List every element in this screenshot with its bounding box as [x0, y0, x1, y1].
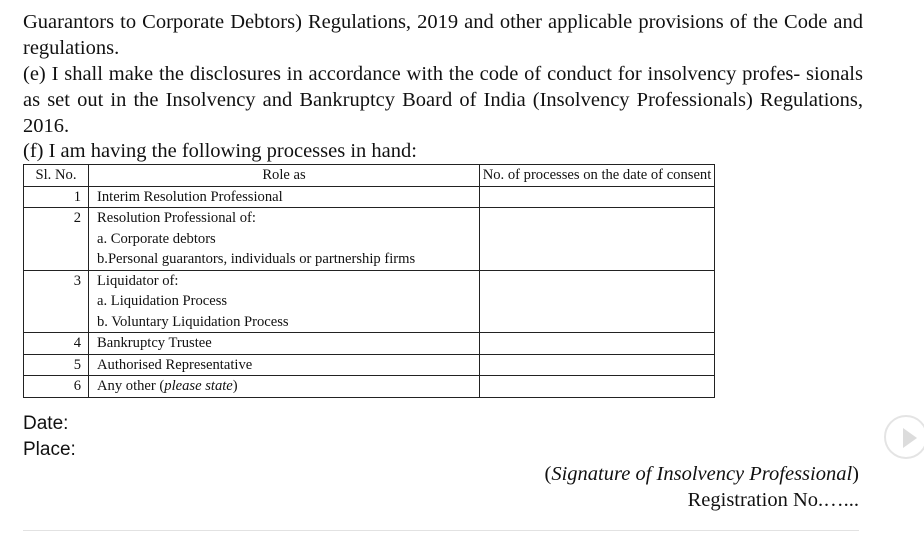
page-divider: [23, 530, 859, 531]
header-process-count: No. of processes on the date of consent: [480, 165, 715, 187]
row-sl: 5: [24, 354, 89, 376]
role-sub-item: b. Voluntary Liquidation Process: [97, 313, 289, 330]
signature-caption: Signature of Insolvency Professional: [551, 463, 853, 485]
role-label-italic: please state: [164, 378, 233, 394]
role-label: Liquidator of:: [97, 272, 179, 289]
row-sl: 1: [24, 186, 89, 208]
table-row: [24, 270, 715, 333]
registration-number: Registration No.…...: [687, 489, 859, 511]
role-sub-item: b.Personal guarantors, individuals or partnership firms: [97, 251, 416, 267]
role-sub-item: a. Liquidation Process: [97, 293, 228, 309]
row-sl: 2: [24, 208, 89, 271]
table-row: [24, 354, 715, 376]
role-sub-item: a. Corporate debtors: [97, 230, 216, 247]
play-triangle-icon: [903, 428, 917, 448]
role-label-end: ): [232, 378, 238, 394]
play-button-icon[interactable]: [884, 415, 924, 459]
paragraph-f-processes: (f) I am having the following processes in hand:: [23, 140, 417, 162]
row-count: [480, 270, 715, 333]
sig-close: ): [852, 463, 859, 485]
date-label: Date:: [23, 413, 69, 434]
table-header-row: [24, 165, 715, 187]
row-sl: 3: [24, 270, 89, 333]
row-role: [89, 333, 480, 355]
row-role: [89, 354, 480, 376]
header-role: Role as: [89, 165, 480, 187]
row-role: [89, 208, 480, 271]
table-row: [24, 333, 715, 355]
place-label: Place:: [23, 439, 76, 460]
row-count: [480, 333, 715, 355]
role-label: Authorised Representative: [97, 356, 253, 373]
signature-line: [545, 462, 859, 488]
table-row: [24, 186, 715, 208]
row-count: [480, 354, 715, 376]
row-role: [89, 270, 480, 333]
paragraph-continuation: Guarantors to Corporate Debtors) Regulations, 2019 and other applicable provisions of the Code and regulations.: [23, 11, 863, 59]
role-label: Resolution Professional of:: [97, 210, 256, 226]
role-label: Interim Resolution Professional: [97, 188, 283, 205]
table-row: [24, 208, 715, 271]
table-row: [24, 376, 715, 398]
paragraph-e-disclosures: (e) I shall make the disclosures in accordance with the code of conduct for insolvency profes- sionals as set out in the Insolvency and Bankruptcy Board of India (Insolvency Professionals) Regulations, 2016.: [23, 63, 863, 137]
role-label: Bankruptcy Trustee: [97, 335, 212, 351]
row-count: [480, 376, 715, 398]
row-sl: 6: [24, 376, 89, 398]
row-sl: 4: [24, 333, 89, 355]
row-count: [480, 208, 715, 271]
sig-open: (: [544, 463, 552, 485]
role-label: Any other (: [97, 378, 165, 394]
header-sl-no: Sl. No.: [24, 165, 89, 187]
row-count: [480, 186, 715, 208]
row-role: [89, 186, 480, 208]
row-role: [89, 376, 480, 398]
processes-table: [23, 164, 715, 398]
